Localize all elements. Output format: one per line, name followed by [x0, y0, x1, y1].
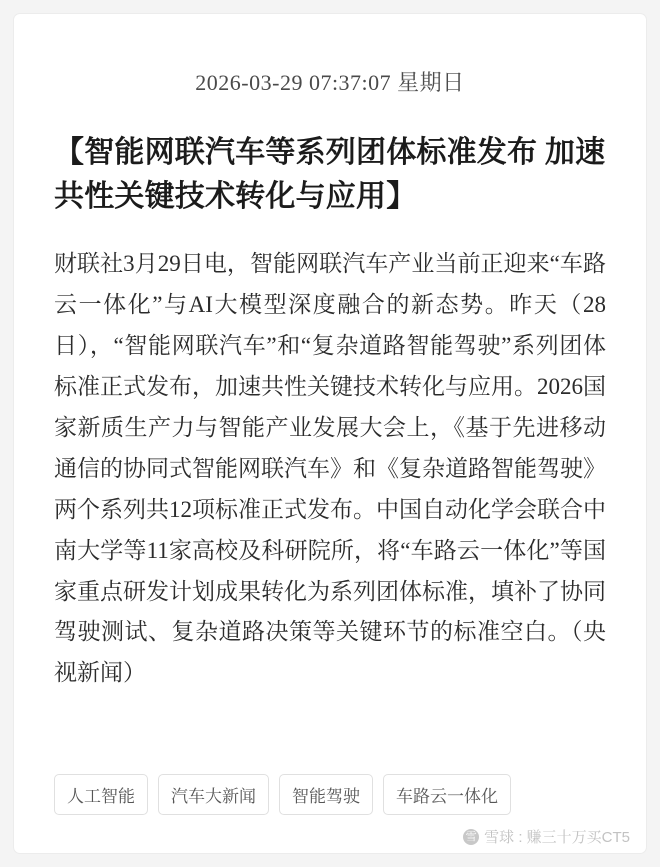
article-body: 财联社3月29日电，智能网联汽车产业当前正迎来“车路云一体化”与AI大模型深度融合的新态势。昨天（28日），“智能网联汽车”和“复杂道路智能驾驶”系列团体标准正式发布，加速共性关键技术转化与应用。2026国家新质生产力与智能产业发展大会上，《基于先进移动通信的协同式智能网联汽车》和《复杂道路智能驾驶》两个系列共12项标准正式发布。中国自动化学会联合中南大学等11家高校及科研院所，将“车路云一体化”等国家重点研发计划成果转化为系列团体标准，填补了协同驾驶测试、复杂道路决策等关键环节的标准空白。（央视新闻） — [54, 251, 606, 686]
tag-list — [54, 774, 511, 815]
article-title: 【智能网联汽车等系列团体标准发布 加速共性关键技术转化与应用】 — [54, 136, 606, 213]
watermark-text: 雪球 : 赚三十万买CT5 — [484, 829, 630, 846]
tag-item[interactable]: 车路云一体化 — [383, 774, 511, 815]
article-card — [14, 14, 646, 853]
article-timestamp: 2026-03-29 07:37:07 星期日 — [195, 70, 465, 95]
tag-item[interactable]: 智能驾驶 — [279, 774, 373, 815]
xueqiu-logo-icon: 雪 — [463, 829, 479, 845]
tag-item[interactable]: 人工智能 — [54, 774, 148, 815]
tag-item[interactable]: 汽车大新闻 — [158, 774, 269, 815]
watermark — [463, 826, 630, 847]
